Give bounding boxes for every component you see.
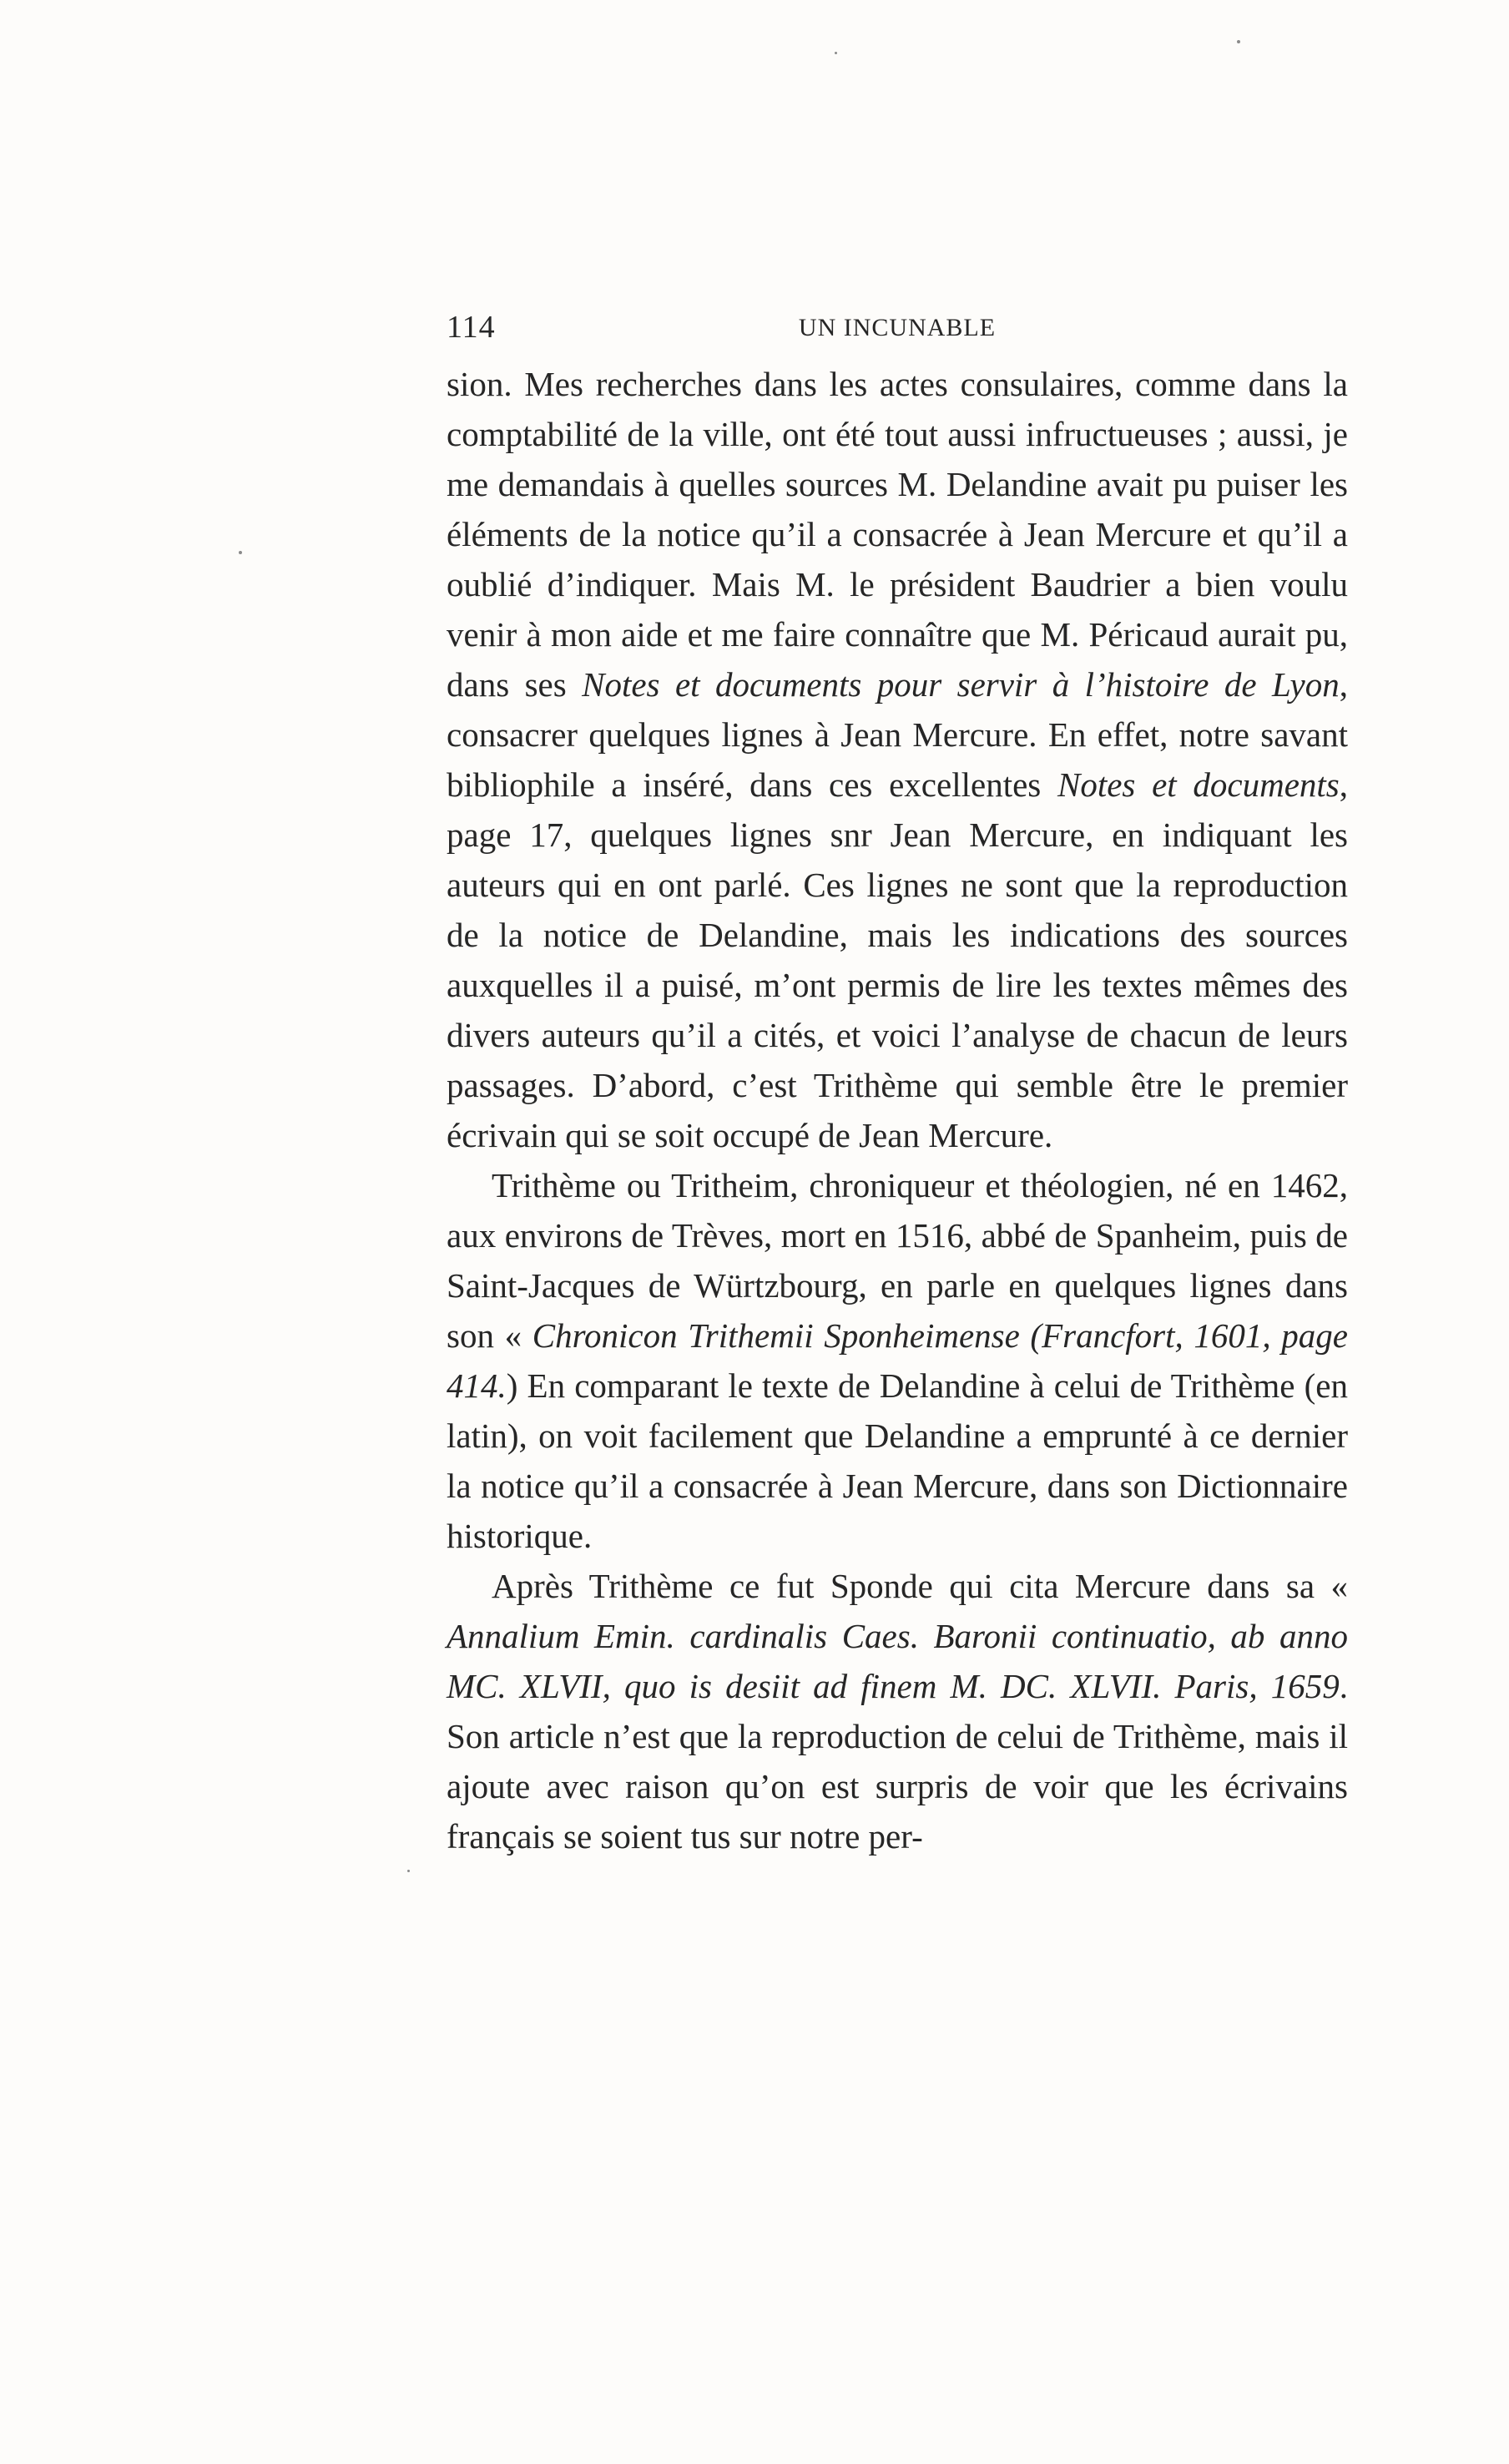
italic-title: Notes et documents xyxy=(1057,765,1340,804)
text-segment: Trithème ou Tritheim, chroniqueur et théologien, né en 1462, aux environs de Trèves, mort en 1516, abbé de Spanheim, puis de Saint-Jacques de Würtzbourg, en parle en quelques lignes dans son « xyxy=(447,1166,1348,1355)
paragraph-3 xyxy=(447,1561,1348,1861)
paragraph-1 xyxy=(447,359,1348,1160)
running-title: UN INCUNABLE xyxy=(798,314,997,341)
paper-speck xyxy=(835,52,837,54)
book-page xyxy=(447,309,1348,1861)
text-segment: Après Trithème ce fut Sponde qui cita Mercure dans sa « xyxy=(492,1567,1348,1605)
text-segment: , page 17, quelques lignes snr Jean Mercure, en indiquant les auteurs qui en ont parlé. Ces lignes ne sont que la reproduction de la notice de Delandine, mais les indications des sources auxquelles il a puisé, m’ont permis de lire les textes mêmes des divers auteurs qu’il a cités, et voici l’analyse de chacun de leurs passages. D’abord, c’est Trithème qui semble être le premier écrivain qui se soit occupé de Jean Mercure. xyxy=(447,765,1348,1154)
page-number: 114 xyxy=(447,310,496,345)
italic-title: Annalium Emin. cardinalis Caes. Baronii continuatio, ab anno MC. XLVII, quo is desiit ad finem M. DC. XLVII. Paris, 1659 xyxy=(447,1617,1348,1705)
italic-title: Notes et documents pour servir à l’histoire de Lyon xyxy=(582,665,1340,704)
text-segment: ) En comparant le texte de Delandine à celui de Trithème (en latin), on voit facilement que Delandine a emprunté à ce dernier la notice qu’il a consacrée à Jean Mercure, dans son Dictionnaire historique. xyxy=(447,1366,1348,1555)
text-segment: sion. Mes recherches dans les actes consulaires, comme dans la comptabilité de la ville, ont été tout aussi infructueuses ; aussi, je me demandais à quelles sources M. Delandine avait pu puiser les éléments de la notice qu’il a consacrée à Jean Mercure et qu’il a oublié d’indiquer. Mais M. le président Baudrier a bien voulu venir à mon aide et me faire connaître que M. Péricaud aurait pu, dans ses xyxy=(447,365,1348,704)
paper-speck xyxy=(407,1870,410,1872)
paper-speck xyxy=(1237,40,1240,43)
running-head xyxy=(447,309,1348,359)
italic-title: Chronicon Trithemii Sponheimense (Francfort, 1601, page 414. xyxy=(447,1316,1348,1405)
text-segment: , consacrer quelques lignes à Jean Mercure. En effet, notre savant bibliophile a inséré, dans ces excellentes xyxy=(447,665,1348,804)
paper-speck xyxy=(239,551,242,554)
paragraph-2 xyxy=(447,1160,1348,1561)
text-segment: . Son article n’est que la reproduction de celui de Trithème, mais il ajoute avec raison qu’on est surpris de voir que les écrivains français se soient tus sur notre per- xyxy=(447,1667,1348,1856)
